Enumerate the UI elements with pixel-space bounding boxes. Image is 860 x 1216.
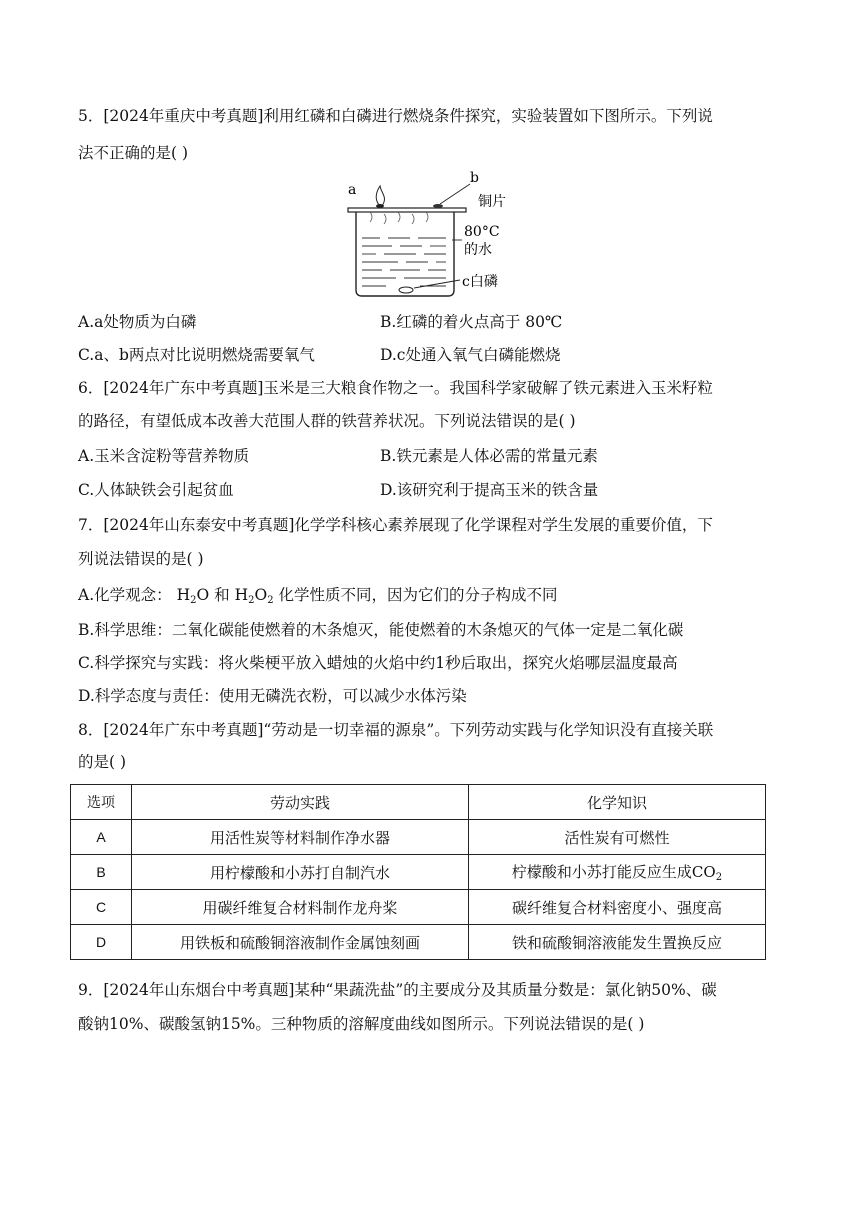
- q7-option-a: [78, 585, 558, 611]
- q7-stem-line1: 7．[2024年山东泰安中考真题]化学学科核心素养展现了化学课程对学生发展的重要价值，下: [78, 516, 713, 534]
- row-option: D: [71, 925, 132, 960]
- formula-h2o2: $H_2O_2$: [234, 586, 274, 606]
- label-copper: 铜片: [478, 194, 506, 210]
- q6-stem-line1: 6．[2024年广东中考真题]玉米是三大粮食作物之一。我国科学家破解了铁元素进入玉米籽粒: [78, 379, 713, 397]
- row-option: A: [71, 820, 132, 855]
- row-option: B: [71, 855, 132, 890]
- table-row: [71, 925, 766, 960]
- q7-option-b: B.科学思维：二氧化碳能使燃着的木条熄灭，能使燃着的木条熄灭的气体一定是二氧化碳: [78, 621, 684, 639]
- table-header-row: [71, 785, 766, 820]
- formula-h2o: $H_2O$: [176, 586, 210, 606]
- q8-stem-line2: 的是( ): [78, 753, 127, 771]
- copper-plate: [348, 208, 466, 212]
- q8-stem-line1: 8．[2024年广东中考真题]“劳动是一切幸福的源泉”。下列劳动实践与化学知识没有直接关联: [78, 721, 714, 739]
- q5-option-a: A.a处物质为白磷: [78, 313, 197, 331]
- row-practice: 用铁板和硫酸铜溶液制作金属蚀刻画: [132, 925, 469, 960]
- header-knowledge: 化学知识: [469, 785, 766, 820]
- label-c: c白磷: [462, 274, 498, 290]
- q9-stem-line2: 酸钠10%、碳酸氢钠15%。三种物质的溶解度曲线如图所示。下列说法错误的是( ): [78, 1015, 645, 1033]
- table-row: [71, 890, 766, 925]
- table-row: [71, 820, 766, 855]
- row-option: C: [71, 890, 132, 925]
- row-knowledge: 碳纤维复合材料密度小、强度高: [469, 890, 766, 925]
- q7-option-a-and: 和: [214, 586, 230, 604]
- header-practice: 劳动实践: [132, 785, 469, 820]
- q7-option-d: D.科学态度与责任：使用无磷洗衣粉，可以减少水体污染: [78, 687, 467, 705]
- row-knowledge: 柠檬酸和小苏打能反应生成$CO_2$: [469, 855, 766, 890]
- q5-option-d: D.c处通入氧气白磷能燃烧: [380, 346, 561, 364]
- header-option: 选项: [71, 785, 132, 820]
- red-phosphorus-a: [376, 204, 384, 208]
- flame: [376, 186, 384, 206]
- row-knowledge: 铁和硫酸铜溶液能发生置换反应: [469, 925, 766, 960]
- row-practice: 用碳纤维复合材料制作龙舟桨: [132, 890, 469, 925]
- formula-co2: $CO_2$: [691, 863, 723, 883]
- combustion-apparatus-figure: [340, 170, 520, 305]
- q6-option-b: B.铁元素是人体必需的常量元素: [380, 447, 598, 465]
- row-knowledge: 活性炭有可燃性: [469, 820, 766, 855]
- table-row: [71, 855, 766, 890]
- q6-option-c: C.人体缺铁会引起贫血: [78, 481, 234, 499]
- label-water: 的水: [464, 242, 492, 258]
- water-lines: [362, 238, 446, 286]
- q7-option-c: C.科学探究与实践：将火柴梗平放入蜡烛的火焰中约1秒后取出，探究火焰哪层温度最高: [78, 654, 678, 672]
- q6-option-a: A.玉米含淀粉等营养物质: [78, 447, 250, 465]
- white-phosphorus-b: [433, 204, 443, 208]
- q7-option-a-suffix: 化学性质不同，因为它们的分子构成不同: [278, 586, 558, 604]
- row-practice: 用活性炭等材料制作净水器: [132, 820, 469, 855]
- label-temp: 80°C: [464, 224, 500, 240]
- white-phosphorus-c: [399, 287, 413, 293]
- q5-stem-line2: 法不正确的是( ): [78, 144, 189, 162]
- q6-stem-line2: 的路径，有望低成本改善大范围人群的铁营养状况。下列说法错误的是( ): [78, 412, 576, 430]
- label-a: a: [348, 182, 357, 198]
- q5-option-c: C.a、b两点对比说明燃烧需要氧气: [78, 346, 315, 364]
- q7-stem-line2: 列说法错误的是( ): [78, 550, 204, 568]
- q5-option-b: B.红磷的着火点高于 80℃: [380, 313, 563, 331]
- label-b: b: [470, 170, 479, 186]
- q6-option-d: D.该研究利于提高玉米的铁含量: [380, 481, 599, 499]
- q7-option-a-prefix: A.化学观念：: [78, 586, 172, 604]
- q5-stem-line1: 5．[2024年重庆中考真题]利用红磷和白磷进行燃烧条件探究，实验装置如下图所示。下列说: [78, 107, 713, 125]
- q8-table: [70, 784, 766, 960]
- q9-stem-line1: 9．[2024年山东烟台中考真题]某种“果蔬洗盐”的主要成分及其质量分数是：氯化钠50%、碳: [78, 981, 717, 999]
- row-practice: 用柠檬酸和小苏打自制汽水: [132, 855, 469, 890]
